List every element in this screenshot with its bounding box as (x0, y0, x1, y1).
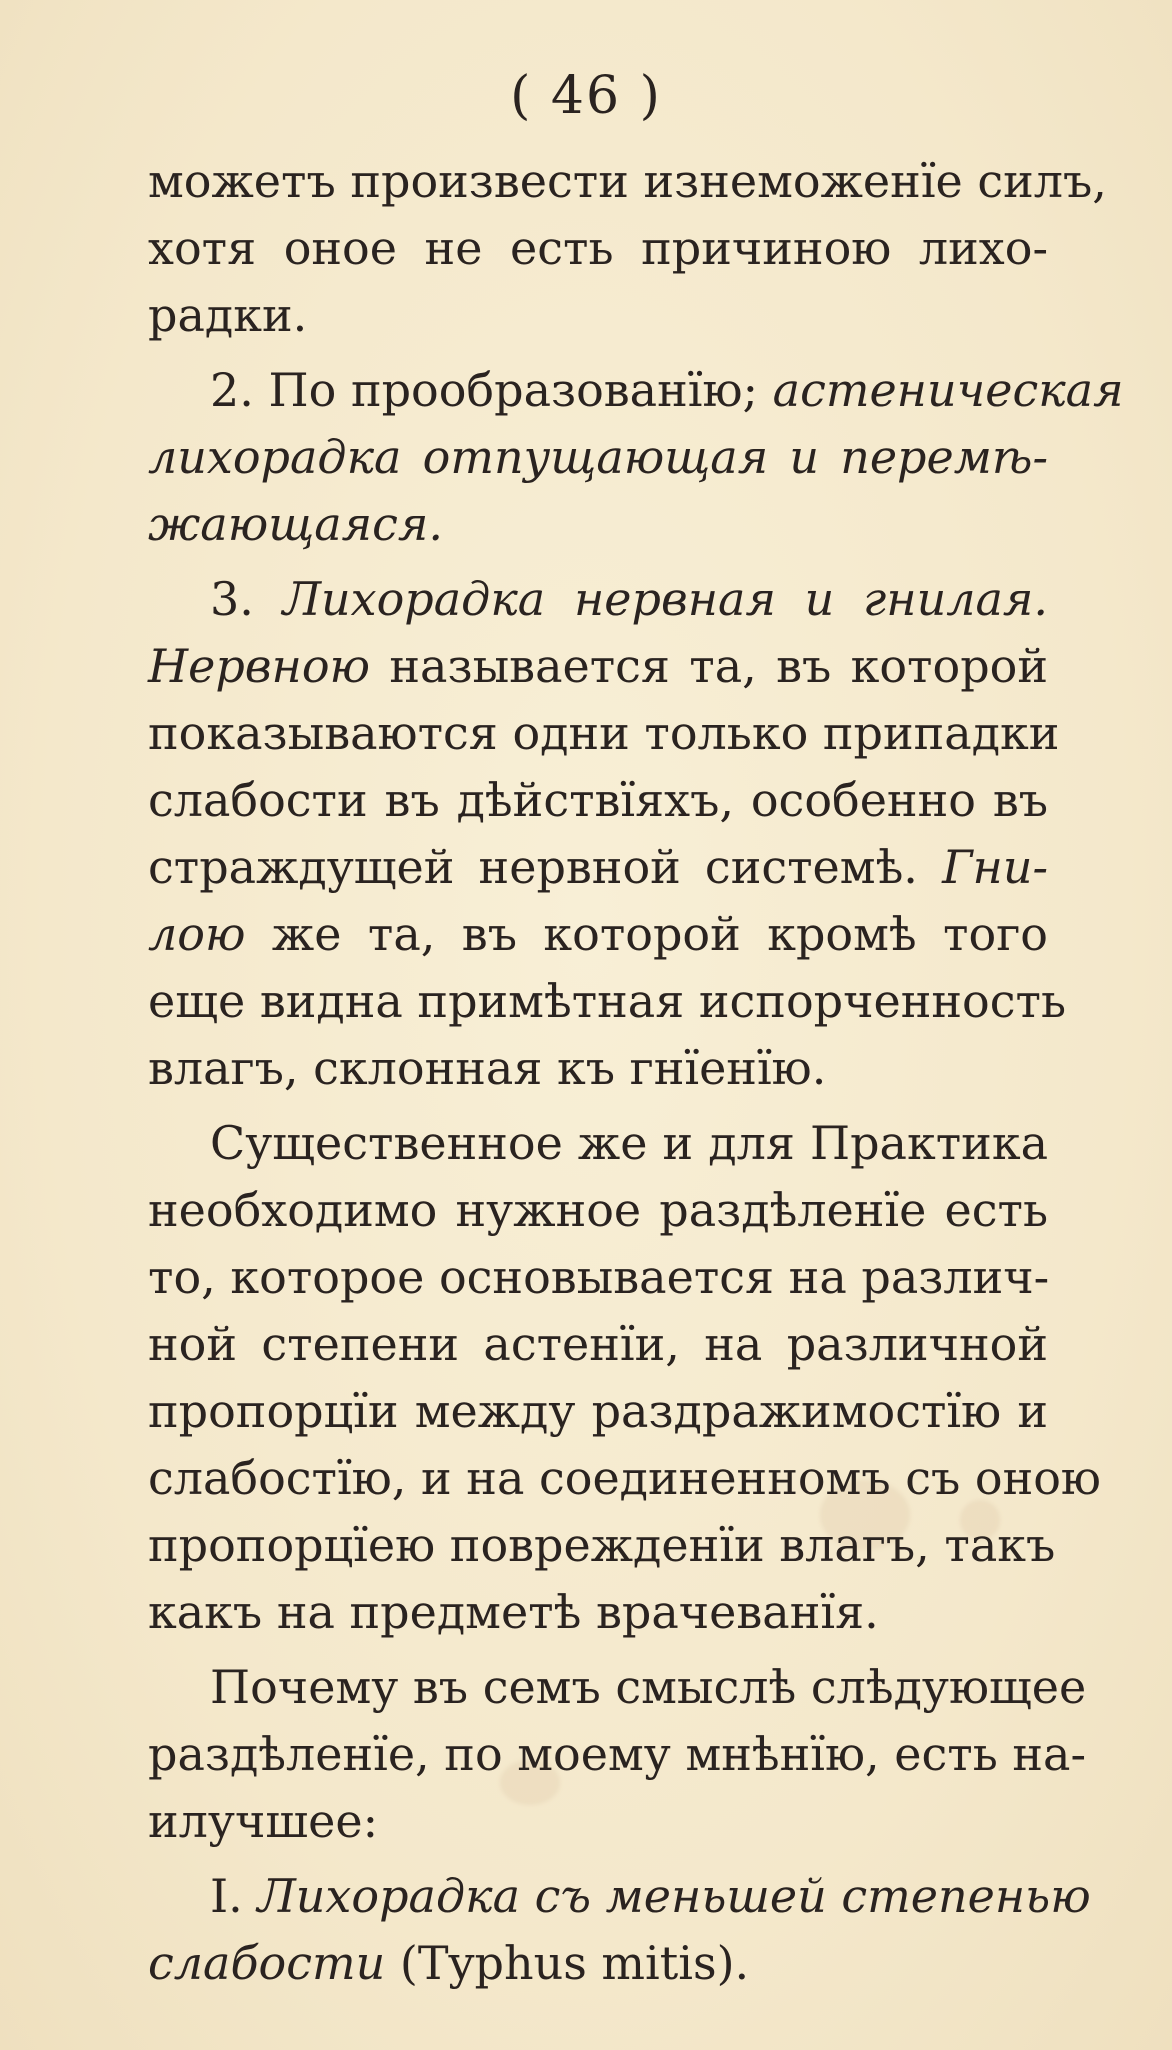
italic-text: Гни- (942, 840, 1048, 894)
text-run: ной степени астенïи, на различной (148, 1317, 1048, 1371)
text-run: показываются одни только припадки (148, 706, 1060, 760)
text-line (148, 1654, 1087, 1721)
text-line (148, 282, 1048, 349)
text-line (148, 1110, 1048, 1177)
italic-text: слабости (148, 1936, 386, 1990)
text-line (148, 424, 1048, 491)
text-run: I. (210, 1869, 258, 1923)
text-run: раздѣленïе, по моему мнѣнïю, есть на- (148, 1727, 1087, 1781)
text-line (148, 633, 1048, 700)
text-line (148, 566, 1048, 633)
text-run: Почему въ семъ смыслѣ слѣдующее (210, 1660, 1087, 1714)
text-line (148, 1311, 1048, 1378)
text-line (148, 1579, 1048, 1646)
paragraph-gap (148, 1855, 1048, 1863)
text-line (148, 767, 1048, 834)
text-run: пропорцïею поврежденïи влагъ, такъ (148, 1518, 1056, 1572)
text-line (148, 148, 1107, 215)
text-line (148, 1035, 1048, 1102)
text-line (148, 1930, 1048, 1997)
italic-text: Лихорадка нервная и гнилая. (282, 572, 1049, 626)
text-run: называется та, въ которой (370, 639, 1048, 693)
text-run: (Typhus mitis). (385, 1936, 750, 1990)
paragraph-gap (148, 1646, 1048, 1654)
italic-text: лихорадка отпущающая и перемѣ- (148, 430, 1048, 484)
text-line (148, 1378, 1048, 1445)
text-line (148, 357, 1124, 424)
text-line (148, 1721, 1087, 1788)
text-run: можетъ произвести изнеможенïе силъ, (148, 154, 1107, 208)
text-run: Существенное же и для Практика (210, 1116, 1048, 1170)
text-line (148, 834, 1048, 901)
text-run: радки. (148, 288, 308, 342)
paragraph-gap (148, 1102, 1048, 1110)
text-line (148, 1512, 1056, 1579)
text-run: необходимо нужное раздѣленïе есть (148, 1183, 1048, 1237)
italic-text: Нервною (148, 639, 371, 693)
italic-text: жающаяся. (148, 497, 443, 551)
text-line (148, 901, 1048, 968)
body-text (148, 148, 1124, 1997)
italic-text: лою (148, 907, 246, 961)
text-run: слабостïю, и на соединенномъ съ оною (148, 1451, 1101, 1505)
text-run: какъ на предметѣ врачеванïя. (148, 1585, 879, 1639)
text-line (148, 1445, 1101, 1512)
text-run: 2. По прообразованïю; (210, 363, 773, 417)
text-line (148, 1177, 1048, 1244)
text-run: илучшее: (148, 1794, 379, 1848)
text-line (148, 700, 1060, 767)
text-run: же та, въ которой кромѣ того (245, 907, 1048, 961)
text-line (148, 1244, 1048, 1311)
text-run: 3. (210, 572, 283, 626)
text-line (148, 968, 1067, 1035)
paragraph-gap (148, 349, 1048, 357)
text-line (148, 1863, 1091, 1930)
text-run: влагъ, склонная къ гнïенïю. (148, 1041, 827, 1095)
text-run: еще видна примѣтная испорченность (148, 974, 1067, 1028)
text-run: пропорцïи между раздражимостïю и (148, 1384, 1048, 1438)
text-line (148, 1788, 1048, 1855)
page-number: ( 46 ) (510, 66, 662, 126)
text-run: то, которое основывается на различ- (148, 1250, 1050, 1304)
text-line (148, 491, 1048, 558)
text-run: слабости въ дѣйствïяхъ, особенно въ (148, 773, 1048, 827)
paragraph-gap (148, 558, 1048, 566)
italic-text: астеническая (772, 363, 1124, 417)
text-run: страждущей нервной системѣ. (148, 840, 943, 894)
text-run: хотя оное не есть причиною лихо- (148, 221, 1048, 275)
text-line (148, 215, 1048, 282)
italic-text: Лихорадка съ меньшей степенью (257, 1869, 1091, 1923)
